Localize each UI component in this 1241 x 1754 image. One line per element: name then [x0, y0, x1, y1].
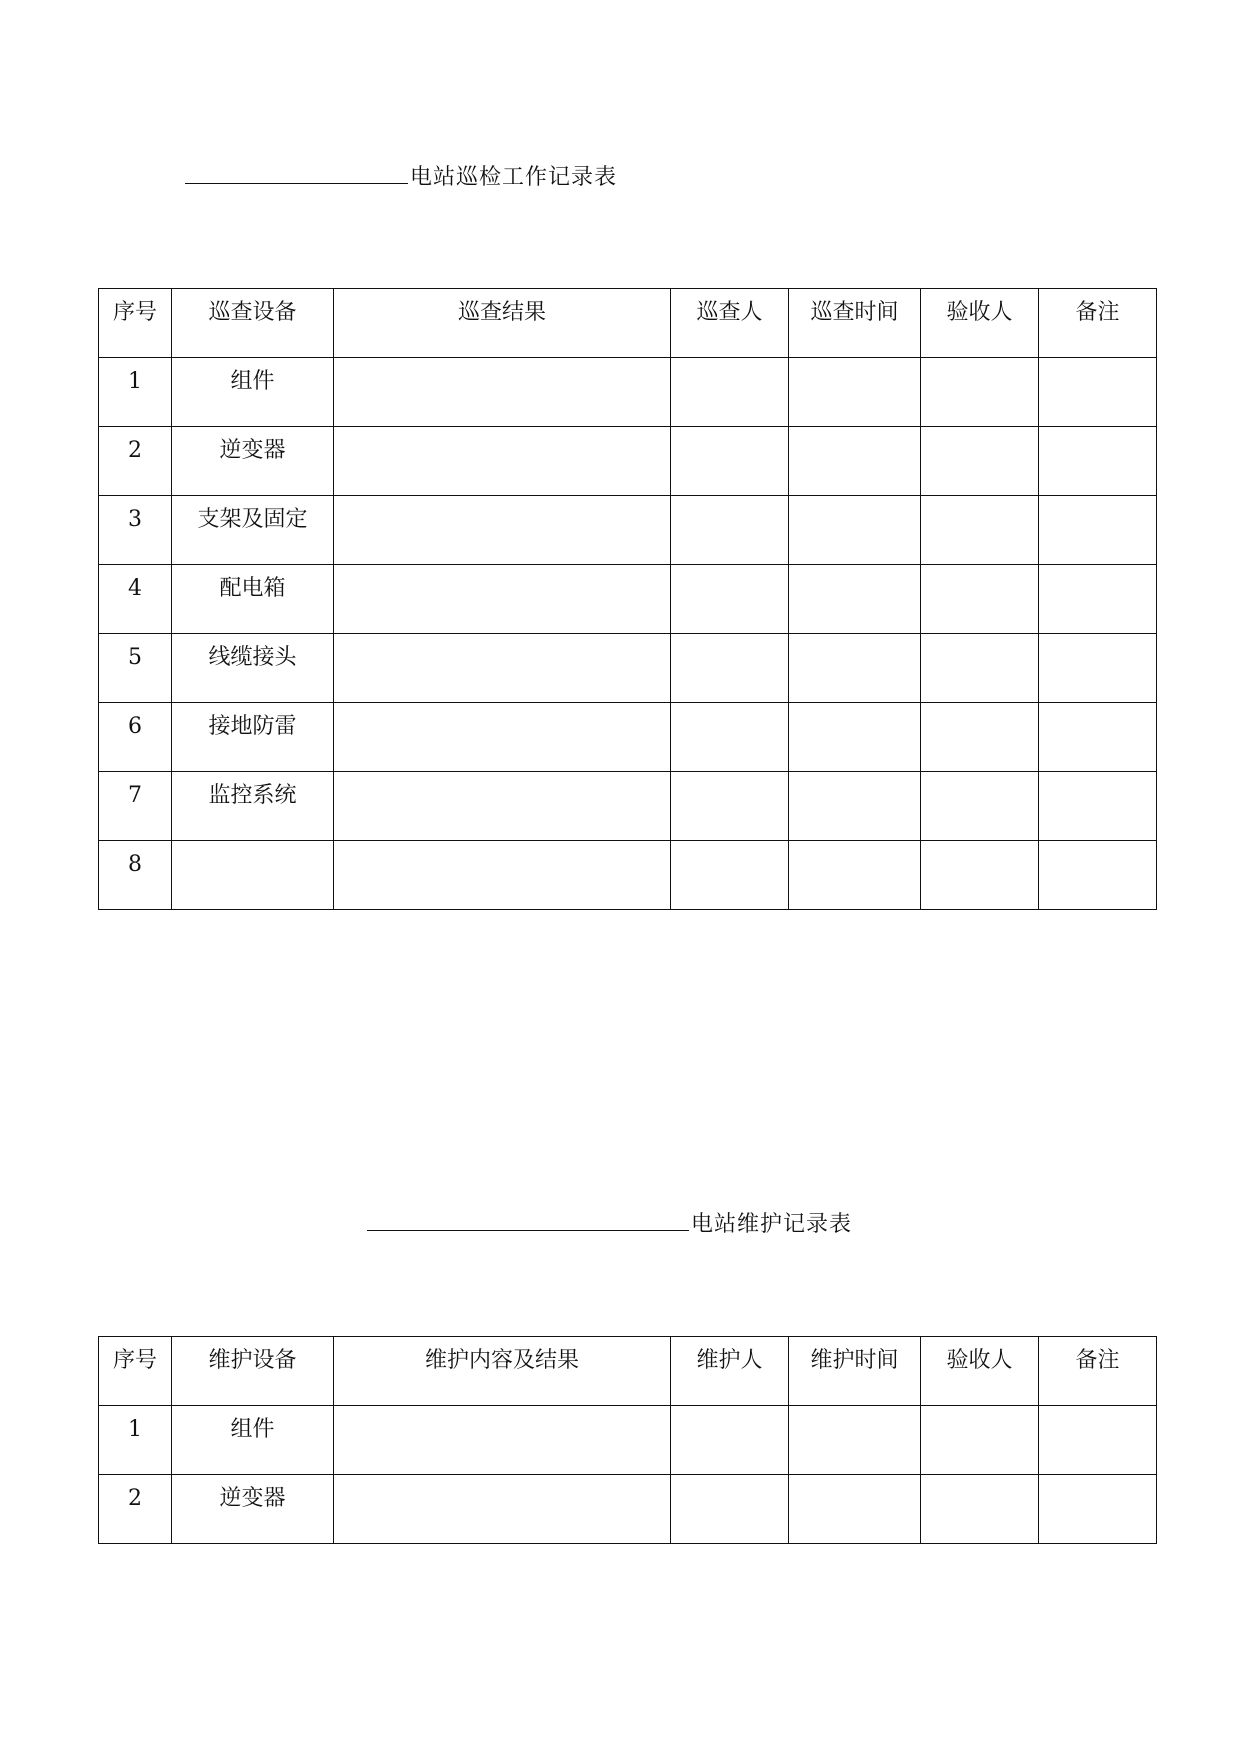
result-cell[interactable]: [334, 841, 671, 910]
remarks-cell[interactable]: [1039, 496, 1157, 565]
header-acceptor: 验收人: [921, 289, 1039, 358]
inspector-cell[interactable]: [671, 634, 789, 703]
header-device: 巡查设备: [172, 289, 334, 358]
time-cell[interactable]: [789, 772, 921, 841]
inspector-cell[interactable]: [671, 565, 789, 634]
maintainer-cell[interactable]: [671, 1475, 789, 1544]
device-cell: 组件: [172, 1406, 334, 1475]
station-name-blank[interactable]: [185, 165, 408, 184]
table-row: [99, 1475, 1157, 1544]
result-cell[interactable]: [334, 358, 671, 427]
acceptor-cell[interactable]: [921, 358, 1039, 427]
time-cell[interactable]: [789, 565, 921, 634]
result-cell[interactable]: [334, 496, 671, 565]
inspector-cell[interactable]: [671, 358, 789, 427]
time-cell[interactable]: [789, 1475, 921, 1544]
inspector-cell[interactable]: [671, 496, 789, 565]
acceptor-cell[interactable]: [921, 1406, 1039, 1475]
table-row: [99, 427, 1157, 496]
header-remarks: 备注: [1039, 1337, 1157, 1406]
inspector-cell[interactable]: [671, 427, 789, 496]
table-row: [99, 634, 1157, 703]
header-acceptor: 验收人: [921, 1337, 1039, 1406]
header-serial: 序号: [99, 1337, 172, 1406]
inspection-title-text: 电站巡检工作记录表: [410, 165, 618, 190]
serial-cell: 5: [99, 634, 172, 703]
table-header-row: [99, 289, 1157, 358]
time-cell[interactable]: [789, 703, 921, 772]
device-cell: 接地防雷: [172, 703, 334, 772]
device-cell: 配电箱: [172, 565, 334, 634]
device-cell: 监控系统: [172, 772, 334, 841]
inspector-cell[interactable]: [671, 703, 789, 772]
result-cell[interactable]: [334, 634, 671, 703]
acceptor-cell[interactable]: [921, 1475, 1039, 1544]
serial-cell: 6: [99, 703, 172, 772]
time-cell[interactable]: [789, 496, 921, 565]
acceptor-cell[interactable]: [921, 772, 1039, 841]
device-cell: 逆变器: [172, 427, 334, 496]
remarks-cell[interactable]: [1039, 358, 1157, 427]
result-cell[interactable]: [334, 565, 671, 634]
device-cell: 线缆接头: [172, 634, 334, 703]
remarks-cell[interactable]: [1039, 1406, 1157, 1475]
maintenance-record-table: [98, 1336, 1157, 1544]
acceptor-cell[interactable]: [921, 565, 1039, 634]
header-remarks: 备注: [1039, 289, 1157, 358]
serial-cell: 3: [99, 496, 172, 565]
table-row: [99, 772, 1157, 841]
time-cell[interactable]: [789, 634, 921, 703]
time-cell[interactable]: [789, 1406, 921, 1475]
serial-cell: 8: [99, 841, 172, 910]
remarks-cell[interactable]: [1039, 634, 1157, 703]
table-row: [99, 565, 1157, 634]
serial-cell: 2: [99, 427, 172, 496]
maintenance-title-text: 电站维护记录表: [691, 1212, 853, 1237]
time-cell[interactable]: [789, 358, 921, 427]
serial-cell: 1: [99, 1406, 172, 1475]
table-row: [99, 496, 1157, 565]
inspector-cell[interactable]: [671, 841, 789, 910]
header-maintainer: 维护人: [671, 1337, 789, 1406]
result-cell[interactable]: [334, 772, 671, 841]
table-row: [99, 841, 1157, 910]
acceptor-cell[interactable]: [921, 427, 1039, 496]
acceptor-cell[interactable]: [921, 841, 1039, 910]
device-cell: 组件: [172, 358, 334, 427]
maintenance-form-title: [367, 1207, 852, 1238]
acceptor-cell[interactable]: [921, 703, 1039, 772]
header-time: 维护时间: [789, 1337, 921, 1406]
header-device: 维护设备: [172, 1337, 334, 1406]
table-row: [99, 703, 1157, 772]
serial-cell: 4: [99, 565, 172, 634]
device-cell: 支架及固定: [172, 496, 334, 565]
result-cell[interactable]: [334, 427, 671, 496]
remarks-cell[interactable]: [1039, 772, 1157, 841]
header-time: 巡查时间: [789, 289, 921, 358]
serial-cell: 2: [99, 1475, 172, 1544]
acceptor-cell[interactable]: [921, 496, 1039, 565]
serial-cell: 1: [99, 358, 172, 427]
inspector-cell[interactable]: [671, 772, 789, 841]
inspection-form-title: [185, 160, 617, 191]
remarks-cell[interactable]: [1039, 703, 1157, 772]
device-cell: 逆变器: [172, 1475, 334, 1544]
remarks-cell[interactable]: [1039, 841, 1157, 910]
content-result-cell[interactable]: [334, 1406, 671, 1475]
time-cell[interactable]: [789, 427, 921, 496]
inspection-record-table: [98, 288, 1157, 910]
station-name-blank[interactable]: [367, 1212, 689, 1231]
header-inspector: 巡查人: [671, 289, 789, 358]
table-row: [99, 358, 1157, 427]
header-result: 巡查结果: [334, 289, 671, 358]
acceptor-cell[interactable]: [921, 634, 1039, 703]
remarks-cell[interactable]: [1039, 1475, 1157, 1544]
remarks-cell[interactable]: [1039, 565, 1157, 634]
maintainer-cell[interactable]: [671, 1406, 789, 1475]
serial-cell: 7: [99, 772, 172, 841]
content-result-cell[interactable]: [334, 1475, 671, 1544]
time-cell[interactable]: [789, 841, 921, 910]
remarks-cell[interactable]: [1039, 427, 1157, 496]
device-cell[interactable]: [172, 841, 334, 910]
table-row: [99, 1406, 1157, 1475]
result-cell[interactable]: [334, 703, 671, 772]
header-serial: 序号: [99, 289, 172, 358]
table-header-row: [99, 1337, 1157, 1406]
header-content-result: 维护内容及结果: [334, 1337, 671, 1406]
